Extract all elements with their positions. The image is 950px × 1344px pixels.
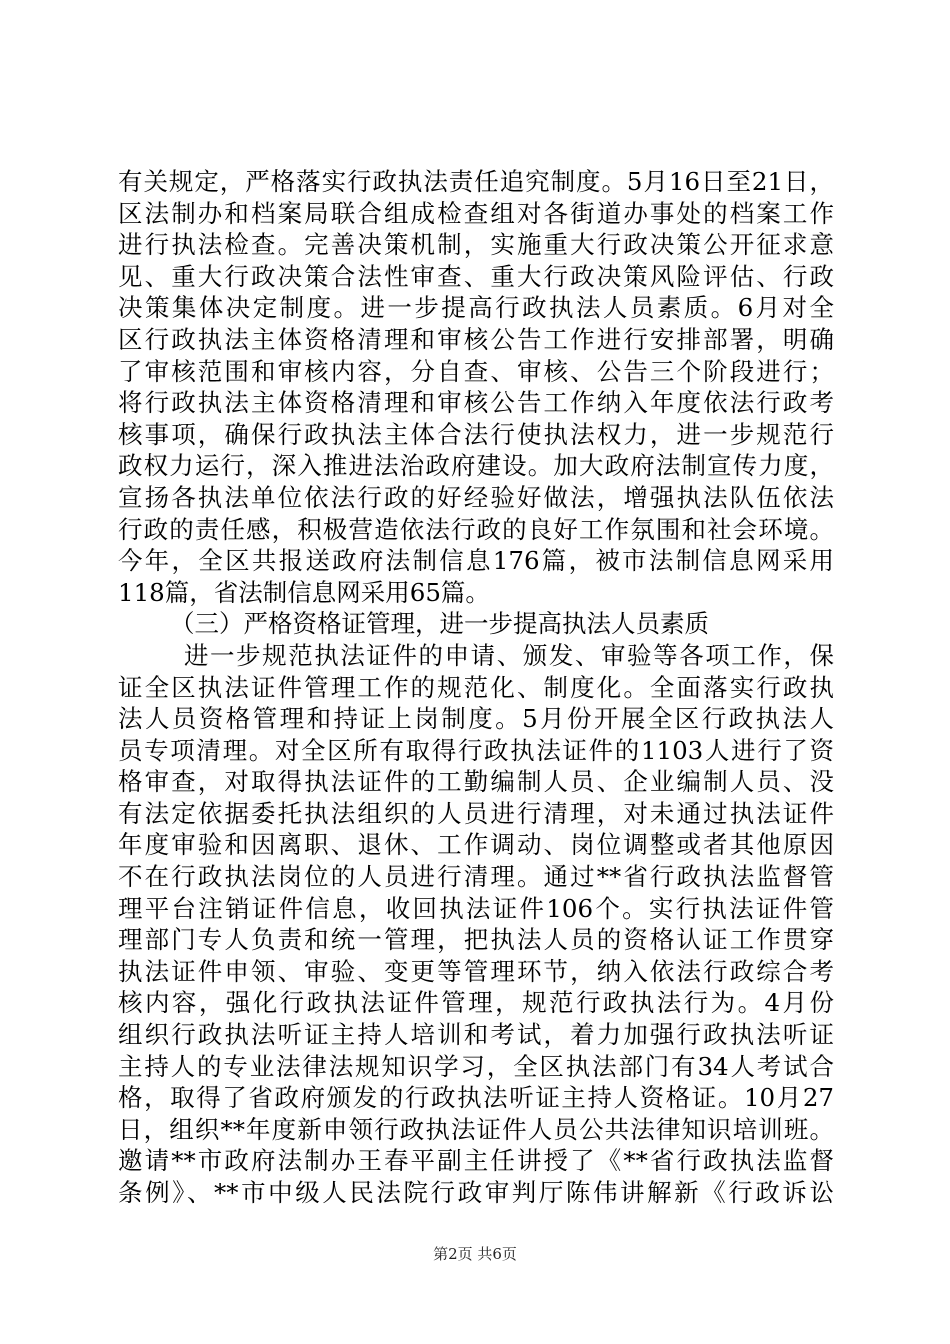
text-line: 法人员资格管理和持证上岗制度。5月份开展全区行政执法人 [118,704,834,734]
text-line: 理平台注销证件信息，收回执法证件106个。实行执法证件管 [118,893,834,923]
text-line: 区行政执法主体资格清理和审核公告工作进行安排部署，明确 [118,324,834,354]
text-line: 118篇，省法制信息网采用65篇。 [118,577,490,607]
text-line: 日，组织**年度新申领行政执法证件人员公共法律知识培训班。 [118,1114,834,1144]
text-line: 核内容，强化行政执法证件管理，规范行政执法行为。4月份 [118,988,834,1018]
text-line: 有关规定，严格落实行政执法责任追究制度。5月16日至21日， [118,167,834,196]
text-line: 核事项，确保行政执法主体合法行使执法权力，进一步规范行 [118,419,834,449]
text-line: 邀请**市政府法制办王春平副主任讲授了《**省行政执法监督 [118,1146,834,1176]
text-line: 有法定依据委托执法组织的人员进行清理，对未通过执法证件 [118,798,834,828]
text-line: 主持人的专业法律法规知识学习，全区执法部门有34人考试合 [118,1051,834,1081]
text-line: 不在行政执法岗位的人员进行清理。通过**省行政执法监督管 [118,862,834,892]
text-line: 区法制办和档案局联合组成检查组对各街道办事处的档案工作 [118,198,834,228]
text-line: 将行政执法主体资格清理和审核公告工作纳入年度依法行政考 [118,388,834,418]
text-line: 宣扬各执法单位依法行政的好经验好做法，增强执法队伍依法 [118,482,834,512]
text-line: 年度审验和因离职、退休、工作调动、岗位调整或者其他原因 [118,830,834,860]
text-line: 行政的责任感，积极营造依法行政的良好工作氛围和社会环境。 [118,514,834,544]
page-footer: 第2页 共6页 [433,1245,517,1263]
text-line: 员专项清理。对全区所有取得行政执法证件的1103人进行了资 [118,735,834,765]
text-line: 进一步规范执法证件的申请、颁发、审验等各项工作，保 [184,640,834,670]
document-body [118,166,834,1209]
text-line: 今年，全区共报送政府法制信息176篇，被市法制信息网采用 [118,546,834,576]
section-heading: （三）严格资格证管理，进一步提高执法人员素质 [170,609,709,639]
text-line: 了审核范围和审核内容，分自查、审核、公告三个阶段进行； [118,356,834,386]
text-line: 证全区执法证件管理工作的规范化、制度化。全面落实行政执 [118,672,834,702]
text-line: 组织行政执法听证主持人培训和考试，着力加强行政执法听证 [118,1020,834,1050]
text-line: 政权力运行，深入推进法治政府建设。加大政府法制宣传力度， [118,451,834,481]
text-line: 格，取得了省政府颁发的行政执法听证主持人资格证。10月27 [118,1083,834,1113]
text-line: 执法证件申领、审验、变更等管理环节，纳入依法行政综合考 [118,956,834,986]
text-line: 格审查，对取得执法证件的工勤编制人员、企业编制人员、没 [118,767,834,797]
text-line: 决策集体决定制度。进一步提高行政执法人员素质。6月对全 [118,293,834,323]
text-line: 见、重大行政决策合法性审查、重大行政决策风险评估、行政 [118,261,834,291]
text-line: 进行执法检查。完善决策机制，实施重大行政决策公开征求意 [118,230,834,260]
text-line: 条例》、**市中级人民法院行政审判厅陈伟讲解新《行政诉讼 [118,1178,834,1207]
text-line: 理部门专人负责和统一管理，把执法人员的资格认证工作贯穿 [118,925,834,955]
